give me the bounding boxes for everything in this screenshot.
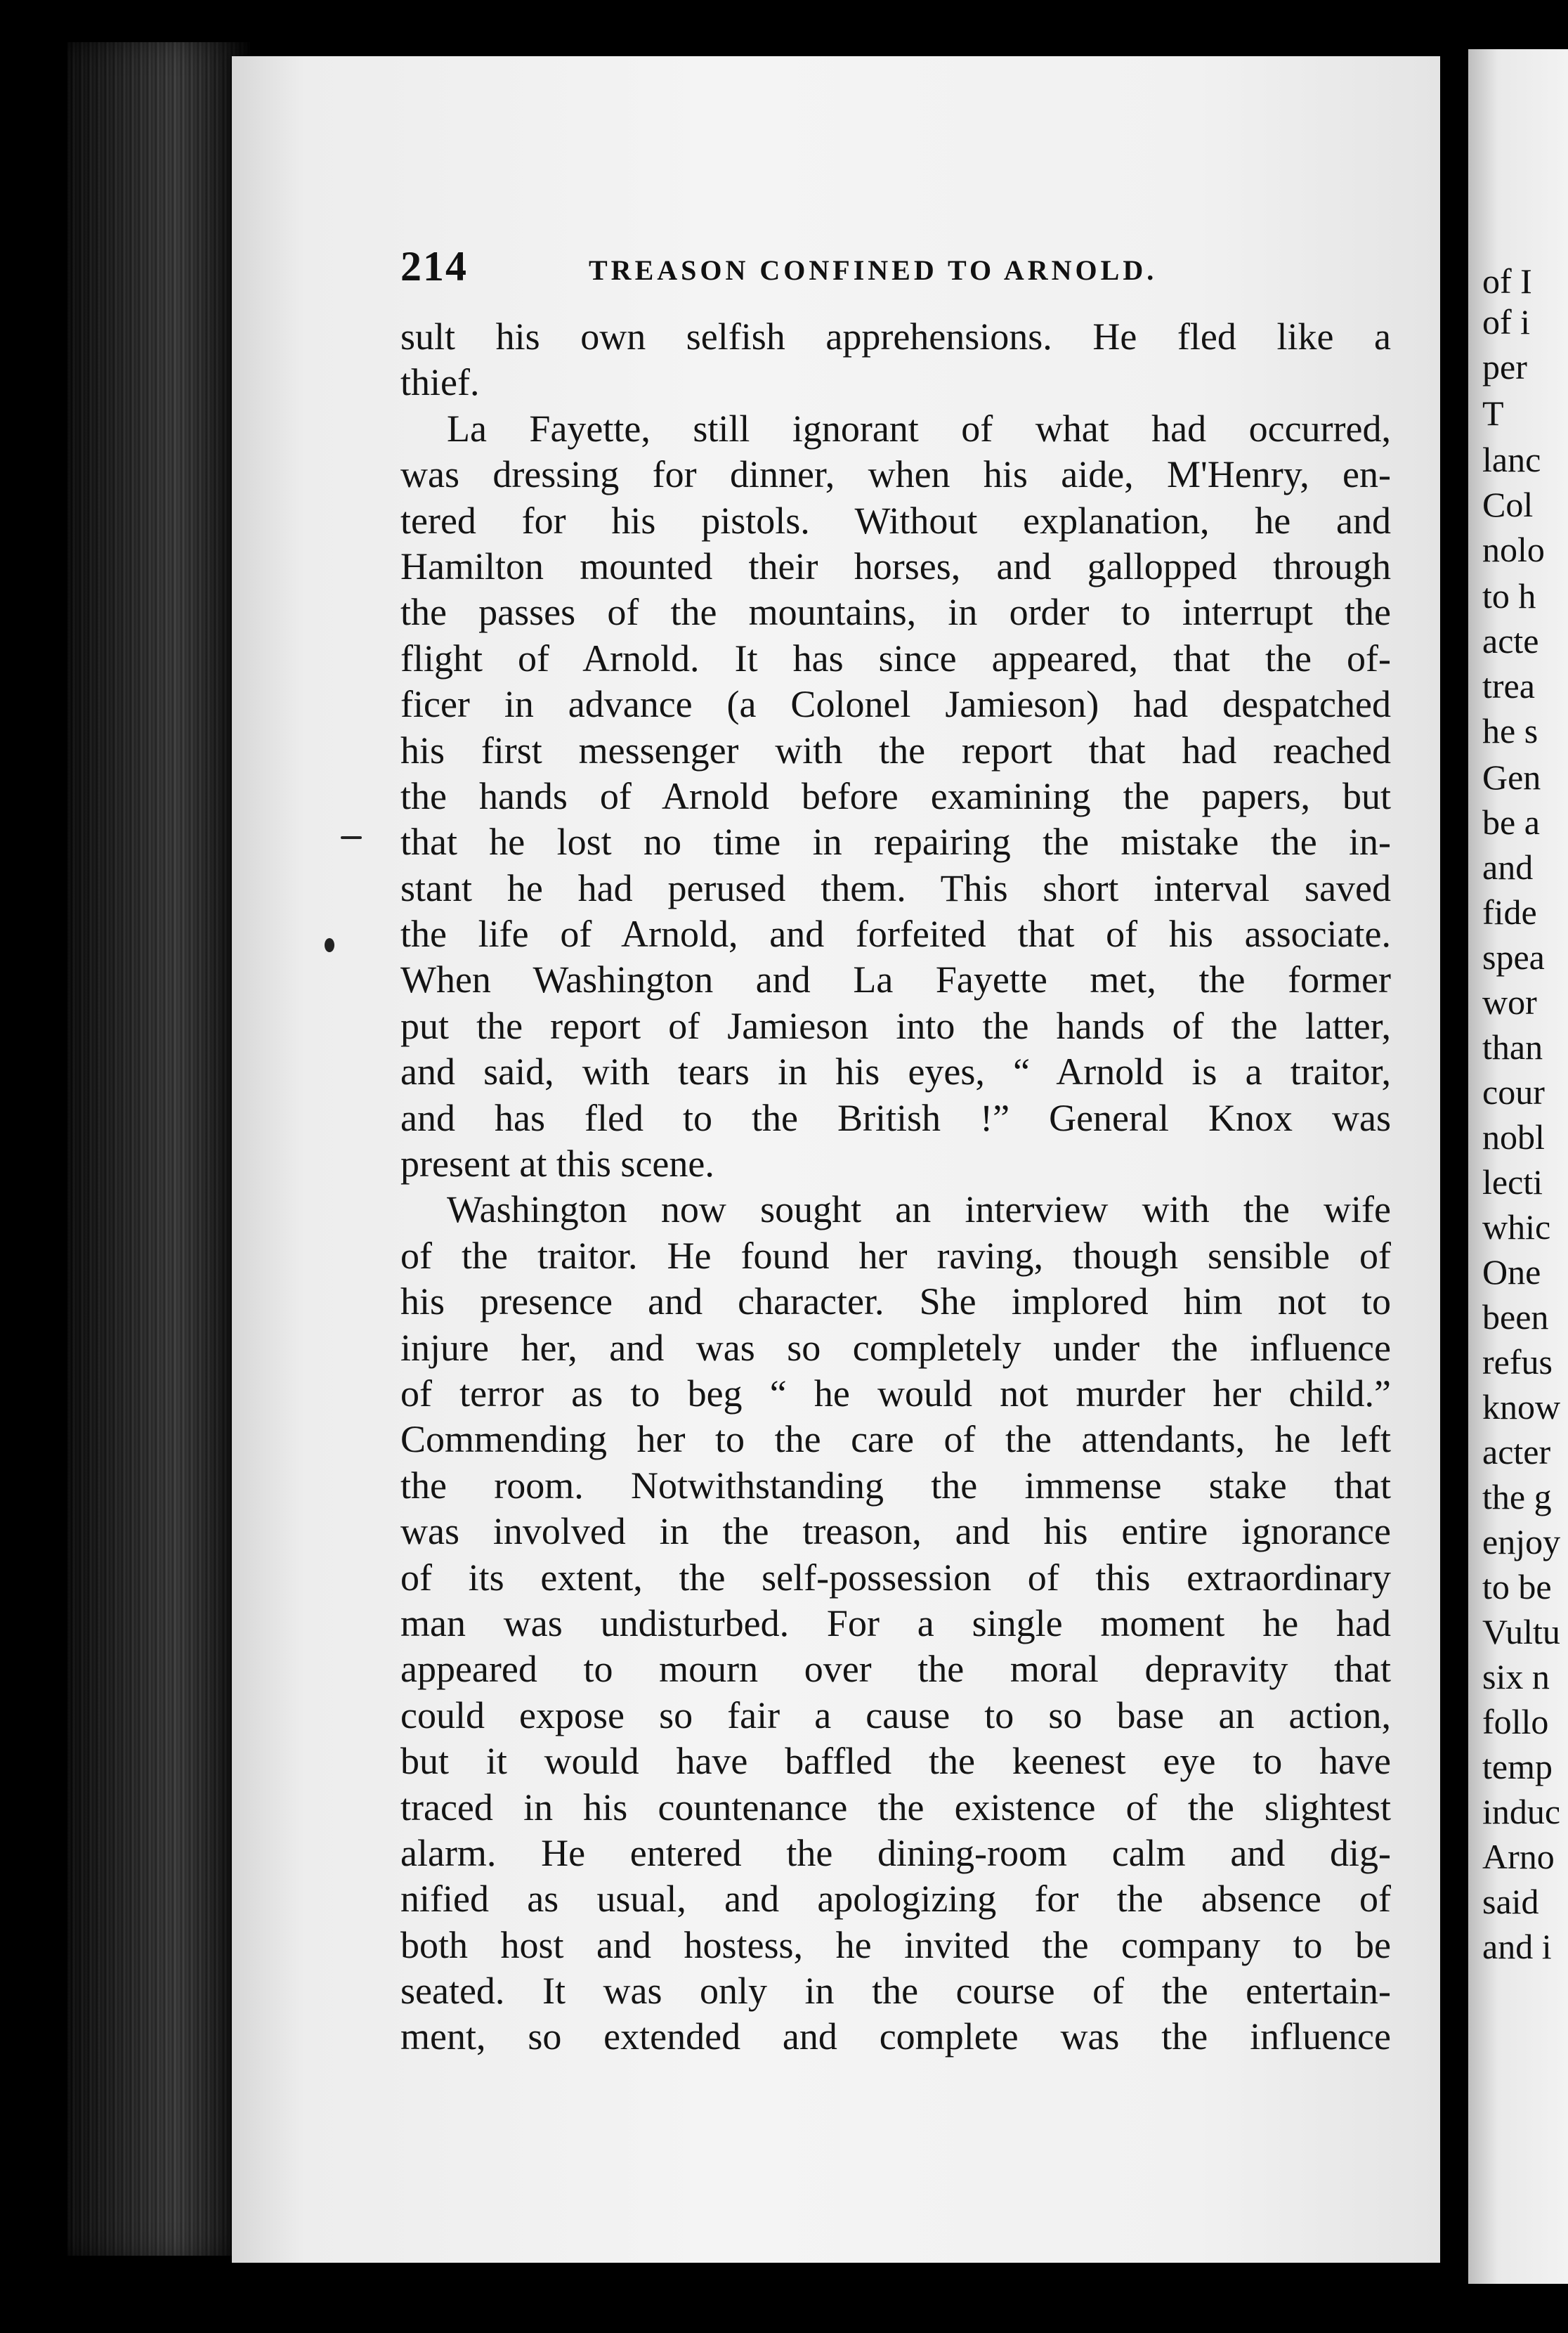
ink-mark	[341, 836, 362, 839]
text-line: the passes of the mountains, in order to interrupt the	[400, 591, 1391, 634]
facing-page-fragment: be a	[1482, 802, 1540, 842]
facing-page-fragment: of I	[1482, 261, 1532, 301]
page-number: 214	[400, 243, 468, 290]
text-line: both host and hostess, he invited the company to be	[400, 1923, 1391, 1966]
text-line: his presence and character. She implored him not to	[400, 1280, 1391, 1323]
text-line: stant he had perused them. This short interval saved	[400, 866, 1391, 909]
facing-page-fragment: T	[1482, 394, 1504, 433]
book-page-edges	[67, 42, 250, 2256]
text-line: his first messenger with the report that had reached	[400, 729, 1391, 772]
facing-page-fragment: trea	[1482, 666, 1535, 706]
facing-page-fragment: Arno	[1482, 1837, 1555, 1876]
facing-page-fragment: temp	[1482, 1747, 1553, 1786]
facing-page-fragment: said	[1482, 1882, 1539, 1921]
text-line: could expose so fair a cause to so base an action,	[400, 1694, 1391, 1736]
text-line: appeared to mourn over the moral depravity that	[400, 1648, 1391, 1691]
facing-page-fragment: than	[1482, 1027, 1543, 1067]
text-line: and has fled to the British !” General Knox was	[400, 1096, 1391, 1139]
text-line: nified as usual, and apologizing for the absence of	[400, 1878, 1391, 1921]
text-line: thief.	[400, 361, 480, 404]
text-line: La Fayette, still ignorant of what had occurred,	[447, 407, 1391, 450]
facing-page-fragment: to h	[1482, 576, 1536, 616]
facing-page-edge	[1468, 49, 1568, 2284]
text-line: alarm. He entered the dining-room calm and dig-	[400, 1831, 1391, 1874]
facing-page-fragment: wor	[1482, 982, 1537, 1022]
text-line: and said, with tears in his eyes, “ Arnold is a traitor,	[400, 1051, 1391, 1093]
facing-page-fragment: he s	[1482, 711, 1538, 750]
facing-page-fragment: and	[1482, 847, 1534, 887]
text-line: man was undisturbed. For a single moment he had	[400, 1601, 1391, 1644]
facing-page-fragment: cour	[1482, 1072, 1545, 1112]
facing-page-fragment: fide	[1482, 892, 1537, 932]
facing-page-fragment: whic	[1482, 1207, 1551, 1247]
facing-page-fragment: Gen	[1482, 758, 1541, 797]
facing-page-fragment: lanc	[1482, 440, 1541, 479]
text-line: When Washington and La Fayette met, the former	[400, 958, 1391, 1001]
text-line: flight of Arnold. It has since appeared, that the of-	[400, 637, 1391, 680]
text-line: ment, so extended and complete was the influence	[400, 2015, 1391, 2058]
facing-page-fragment: Vultu	[1482, 1612, 1560, 1651]
page-header	[400, 242, 1398, 299]
facing-page-fragment: the g	[1482, 1477, 1552, 1516]
facing-page-fragment: lecti	[1482, 1162, 1543, 1202]
text-line: was dressing for dinner, when his aide, M'Henry, en-	[400, 453, 1391, 496]
text-line: Washington now sought an interview with the wife	[447, 1188, 1391, 1231]
facing-page-fragment: to be	[1482, 1567, 1552, 1606]
text-line: injure her, and was so completely under the influence	[400, 1326, 1391, 1369]
text-line: that he lost no time in repairing the mistake the in-	[400, 821, 1391, 864]
text-line: the life of Arnold, and forfeited that of his associate.	[400, 913, 1391, 956]
facing-page-fragment: been	[1482, 1297, 1549, 1337]
text-line: but it would have baffled the keenest eye to have	[400, 1740, 1391, 1783]
text-line: ficer in advance (a Colonel Jamieson) had despatched	[400, 683, 1391, 726]
facing-page-fragment: nolo	[1482, 530, 1545, 569]
text-line: Hamilton mounted their horses, and gallopped through	[400, 545, 1391, 587]
text-line: the room. Notwithstanding the immense stake that	[400, 1464, 1391, 1507]
running-head: TREASON CONFINED TO ARNOLD.	[589, 254, 1158, 286]
ink-smudge	[325, 938, 334, 952]
text-line: of the traitor. He found her raving, though sensible of	[400, 1234, 1391, 1277]
facing-page-fragment: refus	[1482, 1342, 1553, 1382]
body-text	[400, 314, 1391, 2060]
facing-page-fragment: know	[1482, 1387, 1561, 1427]
text-line: present at this scene.	[400, 1143, 714, 1185]
facing-page-fragment: acte	[1482, 621, 1539, 661]
text-line: the hands of Arnold before examining the papers, but	[400, 774, 1391, 817]
text-line: traced in his countenance the existence of the slightest	[400, 1786, 1391, 1828]
facing-page-fragment: One	[1482, 1252, 1541, 1292]
text-line: of its extent, the self-possession of this extraordinary	[400, 1556, 1391, 1599]
facing-page-fragment: six n	[1482, 1657, 1550, 1696]
text-line: was involved in the treason, and his entire ignorance	[400, 1510, 1391, 1553]
facing-page-fragment: enjoy	[1482, 1522, 1561, 1561]
facing-page-fragment: Col	[1482, 485, 1534, 524]
facing-page-fragment: acter	[1482, 1432, 1551, 1471]
text-line: put the report of Jamieson into the hands of the latter,	[400, 1004, 1391, 1047]
text-line: sult his own selfish apprehensions. He fled like a	[400, 316, 1391, 358]
facing-page-fragment: follo	[1482, 1702, 1549, 1741]
text-line: seated. It was only in the course of the entertain-	[400, 1970, 1391, 2013]
facing-page-fragment: of i	[1482, 302, 1531, 342]
text-line: tered for his pistols. Without explanation, he and	[400, 499, 1391, 542]
facing-page-fragment: induc	[1482, 1792, 1561, 1831]
facing-page-fragment: per	[1482, 347, 1527, 386]
facing-page-fragment: spea	[1482, 937, 1545, 977]
text-line: Commending her to the care of the attendants, he left	[400, 1418, 1391, 1461]
text-line: of terror as to beg “ he would not murder her child.”	[400, 1372, 1391, 1415]
facing-page-fragment: nobl	[1482, 1117, 1545, 1157]
facing-page-fragment: and i	[1482, 1927, 1552, 1966]
